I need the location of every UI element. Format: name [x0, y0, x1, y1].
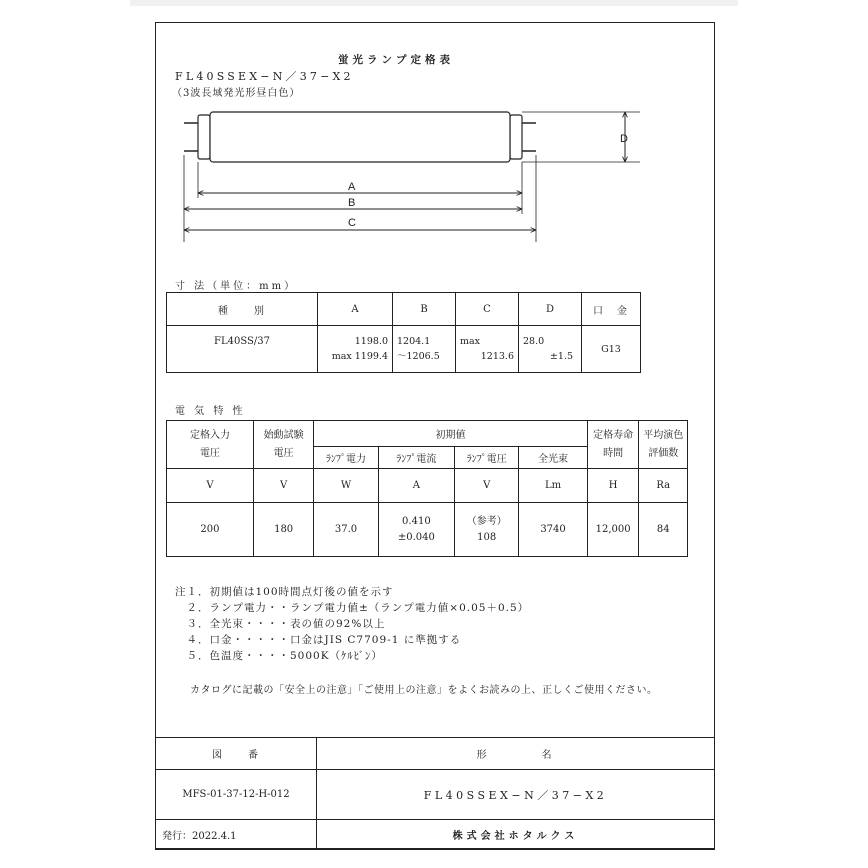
- note-1: 注１．初期値は100時間点灯後の値を示す: [175, 586, 394, 598]
- value-lamp-current: [378, 503, 454, 557]
- dimension-d-label: D: [620, 133, 628, 145]
- unit-life: H: [587, 469, 639, 503]
- initial-values-header: 初期値: [314, 421, 587, 447]
- dimensions-header-row: [167, 293, 641, 326]
- lamp-voltage-header: ﾗﾝﾌﾟ電圧: [455, 447, 519, 469]
- dim-header-b: B: [393, 293, 456, 326]
- dim-base: G13: [582, 326, 641, 373]
- life-header: [587, 421, 639, 469]
- dimensions-data-row: [167, 326, 641, 373]
- lamp-tube: [210, 112, 510, 162]
- unit-rated-voltage: V: [167, 469, 254, 503]
- unit-flux: Lm: [519, 469, 587, 503]
- unit-ra: Ra: [639, 469, 688, 503]
- dim-c-max-label: max: [460, 336, 481, 347]
- unit-lamp-power: W: [314, 469, 378, 503]
- life-header-l1: 定格寿命: [593, 429, 634, 441]
- note-5: ５．色温度・・・・5000K（ｹﾙﾋﾞﾝ）: [175, 650, 383, 662]
- dim-header-c: C: [456, 293, 519, 326]
- dim-c-value: 1213.6: [480, 351, 514, 362]
- value-rated-voltage: 200: [167, 503, 254, 557]
- value-start-voltage: 180: [253, 503, 313, 557]
- lamp-power-header: ﾗﾝﾌﾟ電力: [314, 447, 378, 469]
- notes: [175, 584, 529, 664]
- lamp-voltage-reference-label: （参考）: [466, 515, 507, 527]
- dim-d-cell: [519, 326, 582, 373]
- caution-text: カタログに記載の「安全上の注意」「ご使用上の注意」をよくお読みの上、正しくご使用ください。: [190, 685, 658, 696]
- ra-header-l2: 評価数: [648, 447, 679, 459]
- rated-voltage-header-l1: 定格入力: [189, 429, 230, 441]
- rated-voltage-header: [167, 421, 254, 469]
- dimension-b-label: B: [348, 197, 356, 209]
- note-3: ３．全光束・・・・表の値の92%以上: [175, 618, 386, 630]
- dim-d-value: 28.0: [523, 336, 545, 347]
- unit-lamp-current: A: [378, 469, 454, 503]
- value-flux: 3740: [519, 503, 587, 557]
- electrical-section-title: 電 気 特 性: [175, 406, 246, 417]
- rated-voltage-header-l2: 電圧: [199, 447, 220, 459]
- start-voltage-header: [253, 421, 313, 469]
- electrical-table: [166, 420, 688, 557]
- dim-a-cell: [318, 326, 393, 373]
- drawing-number: MFS-01-37-12-H-012: [156, 770, 317, 820]
- dim-b-range: ～1206.5: [397, 351, 440, 362]
- value-life: 12,000: [587, 503, 639, 557]
- lamp-current-tolerance: ±0.040: [397, 531, 435, 543]
- value-lamp-power: 37.0: [314, 503, 378, 557]
- title-block: [155, 737, 715, 850]
- dimension-a-label: A: [348, 181, 356, 193]
- life-header-l2: 時間: [603, 447, 624, 459]
- start-voltage-header-l2: 電圧: [273, 447, 294, 459]
- dim-header-d: D: [519, 293, 582, 326]
- start-voltage-header-l1: 始動試験: [263, 429, 304, 441]
- dim-header-a: A: [318, 293, 393, 326]
- ra-header-l1: 平均演色: [643, 429, 684, 441]
- right-cap: [510, 115, 522, 159]
- model-name: FL40SSEX−N／37−X2: [175, 70, 354, 83]
- dim-b-value: 1204.1: [397, 336, 431, 347]
- lamp-current-header: ﾗﾝﾌﾟ電流: [378, 447, 454, 469]
- page-title: 蛍光ランプ定格表: [338, 54, 454, 66]
- values-row: [167, 503, 688, 557]
- dim-a-value: 1198.0: [354, 336, 388, 347]
- flux-header: 全光束: [519, 447, 587, 469]
- issue-date: 発行：2022.4.1: [156, 820, 317, 850]
- dim-b-cell: [393, 326, 456, 373]
- ra-header: [639, 421, 688, 469]
- dim-c-cell: [456, 326, 519, 373]
- note-4: ４．口金・・・・・口金はJIS C7709-1 に準拠する: [175, 634, 462, 646]
- dim-header-base: 口 金: [582, 293, 641, 326]
- value-ra: 84: [639, 503, 688, 557]
- note-2: ２．ランプ電力・・ランプ電力値±（ランプ電力値×0.05＋0.5）: [175, 602, 530, 614]
- lamp-current-nominal: 0.410: [402, 515, 431, 527]
- unit-start-voltage: V: [253, 469, 313, 503]
- model-name-label: 形 名: [317, 738, 715, 770]
- footer-model-name: FL40SSEX−N／37−X2: [317, 770, 715, 820]
- unit-lamp-voltage: V: [455, 469, 519, 503]
- left-cap: [198, 115, 210, 159]
- dimensions-section-title: 寸 法（単位：mm）: [175, 281, 298, 292]
- lamp-diagram: [0, 0, 868, 250]
- dim-a-max: max 1199.4: [331, 351, 388, 362]
- dimension-c-label: C: [348, 217, 356, 229]
- dim-d-tolerance: ±1.5: [549, 351, 573, 362]
- dim-type: FL40SS/37: [167, 326, 318, 373]
- lamp-voltage-nominal: 108: [477, 531, 497, 543]
- dimensions-table: [166, 292, 641, 373]
- units-row: [167, 469, 688, 503]
- value-lamp-voltage: [455, 503, 519, 557]
- model-description: （3波長域発光形昼白色）: [172, 88, 301, 99]
- company-name: 株式会社ホタルクス: [317, 820, 715, 850]
- dim-header-type: 種 別: [167, 293, 318, 326]
- drawing-number-label: 図 番: [156, 738, 317, 770]
